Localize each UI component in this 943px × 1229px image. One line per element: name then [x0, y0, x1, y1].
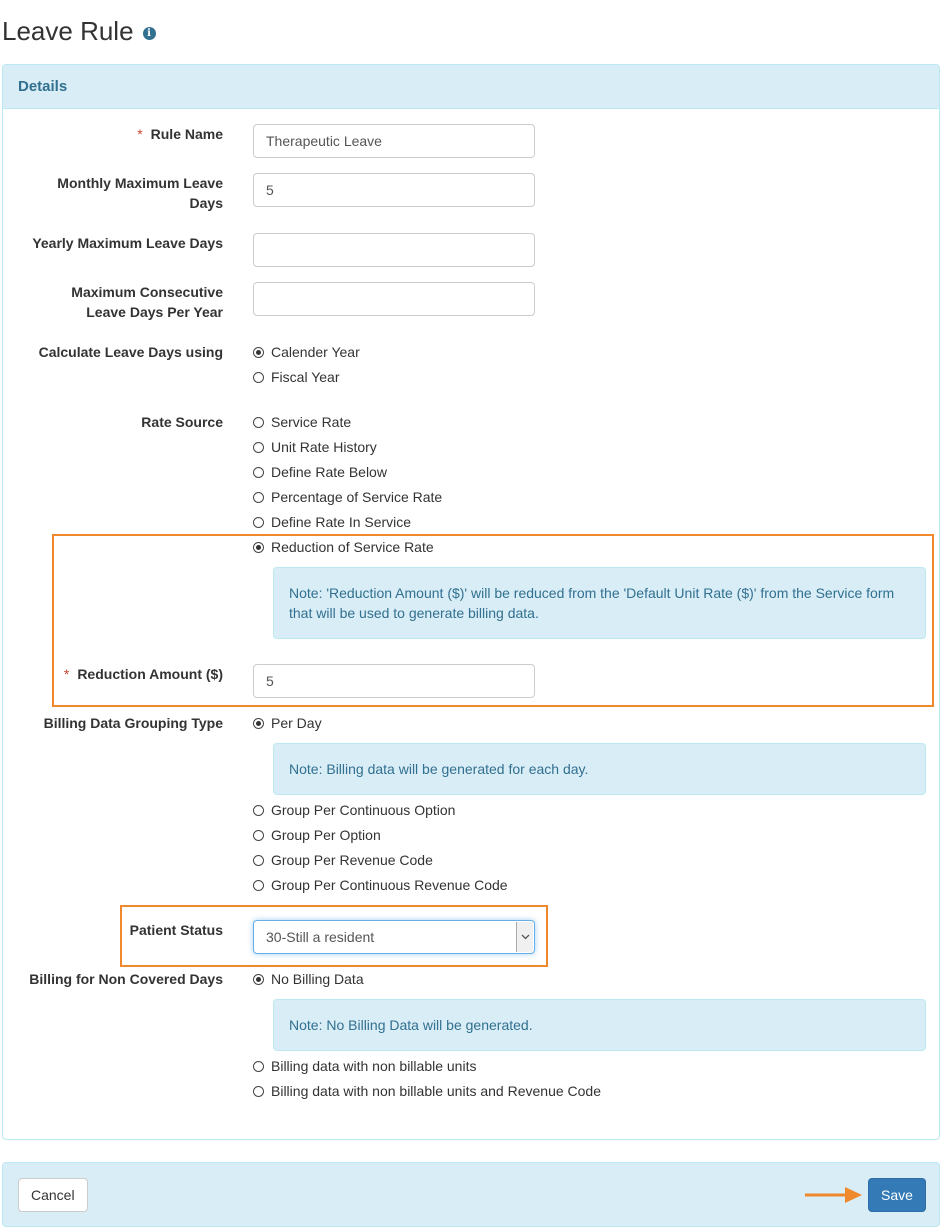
rate-source-label: Rate Source [141, 414, 223, 430]
cancel-button[interactable]: Cancel [18, 1178, 88, 1212]
reduction-note: Note: 'Reduction Amount ($)' will be reduced from the 'Default Unit Rate ($)' from the Service form that will be used to generate billing data. [273, 567, 926, 639]
patient-status-value: 30-Still a resident [266, 929, 375, 945]
radio-checked-icon[interactable] [253, 718, 264, 729]
radio-calender-year[interactable]: Calender Year [253, 342, 360, 362]
rule-name-input[interactable] [253, 124, 535, 158]
radio-group-continuous-option[interactable]: Group Per Continuous Option [253, 800, 455, 820]
patient-status-select[interactable] [253, 920, 535, 954]
page-title [2, 16, 156, 47]
radio-unchecked-icon[interactable] [253, 492, 264, 503]
form-footer [2, 1162, 940, 1227]
max-consecutive-label: Maximum Consecutive Leave Days Per Year [71, 284, 223, 320]
max-consecutive-input[interactable] [253, 282, 535, 316]
radio-group-revenue-code[interactable]: Group Per Revenue Code [253, 850, 433, 870]
patient-status-label: Patient Status [129, 922, 223, 938]
radio-unchecked-icon[interactable] [253, 417, 264, 428]
radio-non-billable-units[interactable]: Billing data with non billable units [253, 1056, 476, 1076]
radio-group-continuous-revenue-code[interactable]: Group Per Continuous Revenue Code [253, 875, 508, 895]
radio-no-billing-data[interactable]: No Billing Data [253, 969, 364, 989]
radio-percentage-service-rate[interactable]: Percentage of Service Rate [253, 487, 442, 507]
radio-group-option[interactable]: Group Per Option [253, 825, 381, 845]
yearly-max-label: Yearly Maximum Leave Days [32, 235, 223, 251]
radio-define-rate-in-service[interactable]: Define Rate In Service [253, 512, 411, 532]
yearly-max-input[interactable] [253, 233, 535, 267]
billing-grouping-label: Billing Data Grouping Type [43, 715, 223, 731]
arrow-right-icon [805, 1185, 863, 1205]
required-marker: * [137, 126, 143, 142]
page-title-text: Leave Rule [2, 16, 134, 46]
radio-unchecked-icon[interactable] [253, 880, 264, 891]
radio-unchecked-icon[interactable] [253, 372, 264, 383]
rule-name-label: * Rule Name [137, 126, 223, 142]
radio-unchecked-icon[interactable] [253, 855, 264, 866]
radio-checked-icon[interactable] [253, 974, 264, 985]
radio-non-billable-units-revenue-code[interactable]: Billing data with non billable units and Revenue Code [253, 1081, 601, 1101]
radio-checked-icon[interactable] [253, 347, 264, 358]
panel-heading: Details [3, 65, 939, 109]
billing-grouping-note: Note: Billing data will be generated for each day. [273, 743, 926, 795]
reduction-amount-input[interactable] [253, 664, 535, 698]
radio-service-rate[interactable]: Service Rate [253, 412, 351, 432]
radio-per-day[interactable]: Per Day [253, 713, 322, 733]
info-icon[interactable]: i [143, 27, 156, 40]
chevron-down-icon[interactable] [516, 922, 533, 952]
radio-unchecked-icon[interactable] [253, 517, 264, 528]
radio-checked-icon[interactable] [253, 542, 264, 553]
radio-reduction-service-rate[interactable]: Reduction of Service Rate [253, 537, 434, 557]
required-marker: * [63, 666, 70, 682]
monthly-max-input[interactable] [253, 173, 535, 207]
non-covered-days-label: Billing for Non Covered Days [29, 971, 223, 987]
reduction-amount-label: * Reduction Amount ($) [63, 666, 223, 682]
radio-unchecked-icon[interactable] [253, 830, 264, 841]
radio-unchecked-icon[interactable] [253, 442, 264, 453]
radio-unchecked-icon[interactable] [253, 1086, 264, 1097]
radio-unchecked-icon[interactable] [253, 467, 264, 478]
radio-unit-rate-history[interactable]: Unit Rate History [253, 437, 377, 457]
monthly-max-label: Monthly Maximum Leave Days [57, 175, 223, 211]
non-covered-note: Note: No Billing Data will be generated. [273, 999, 926, 1051]
calculate-using-label: Calculate Leave Days using [38, 344, 223, 360]
save-button[interactable]: Save [868, 1178, 926, 1212]
radio-fiscal-year[interactable]: Fiscal Year [253, 367, 339, 387]
radio-define-rate-below[interactable]: Define Rate Below [253, 462, 387, 482]
radio-unchecked-icon[interactable] [253, 805, 264, 816]
radio-unchecked-icon[interactable] [253, 1061, 264, 1072]
